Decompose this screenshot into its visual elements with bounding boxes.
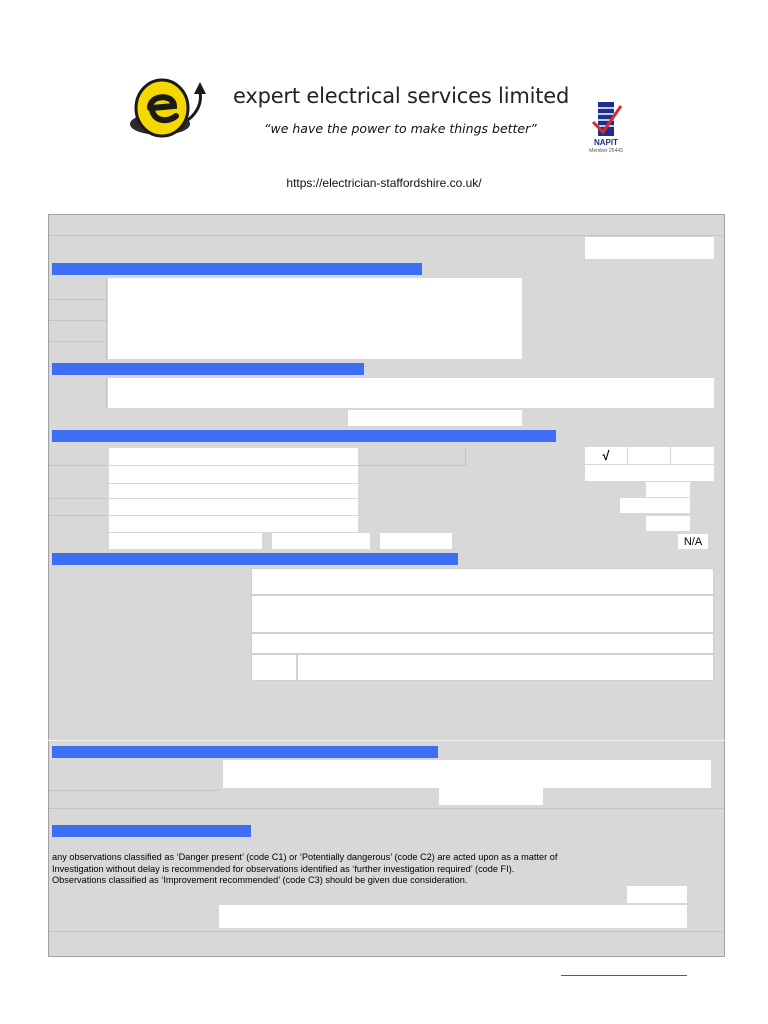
extent-field-2[interactable] — [109, 466, 358, 483]
alterations-field[interactable] — [620, 498, 690, 513]
check-cell-yes[interactable] — [585, 447, 627, 464]
observations-text — [52, 852, 672, 887]
label-column-divider — [106, 378, 107, 408]
extent-field-6[interactable] — [109, 533, 262, 549]
row-divider — [49, 299, 106, 300]
condition-field-1[interactable] — [251, 568, 714, 595]
postcode-field[interactable] — [348, 410, 522, 426]
date-field[interactable] — [272, 533, 370, 549]
next-inspection-field[interactable] — [627, 886, 687, 903]
observations-line-2: Investigation without delay is recommended for observations identified as ‘further investigation required’ (code FI). — [52, 863, 515, 874]
condition-code-field[interactable] — [251, 654, 297, 681]
row-divider — [49, 931, 724, 932]
check-mark: √ — [602, 448, 610, 463]
company-tagline: “we have the power to make things better” — [264, 121, 537, 136]
napit-label: NAPIT — [594, 138, 618, 147]
occupier-field[interactable] — [585, 465, 714, 481]
na-cell[interactable] — [678, 534, 708, 549]
condition-field-2[interactable] — [251, 595, 714, 633]
declaration-field[interactable] — [223, 760, 711, 788]
observations-line-3: Observations classified as ‘Improvement recommended’ (code C3) should be given due consideration. — [52, 875, 468, 885]
observations-line-1: any observations classified as ‘Danger present’ (code C1) or ‘Potentially dangerous’ (code C2) are acted upon as a matter of — [52, 852, 558, 862]
row-divider — [49, 515, 106, 516]
age-field[interactable] — [646, 482, 690, 497]
row-divider — [49, 498, 106, 499]
condition-field-4[interactable] — [297, 654, 714, 681]
section-bar-4 — [52, 553, 458, 565]
last-inspection-field[interactable] — [646, 516, 690, 531]
extent-field-1[interactable] — [109, 448, 358, 465]
installation-address-field[interactable] — [108, 378, 714, 408]
section-bar-1 — [52, 263, 422, 275]
na-label: N/A — [683, 535, 703, 548]
row-divider — [49, 790, 221, 791]
check-cell-na[interactable] — [671, 447, 714, 464]
section-bar-3 — [52, 430, 556, 442]
section-bar-2 — [52, 363, 364, 375]
section-bar-6 — [52, 825, 251, 837]
row-divider — [49, 235, 724, 236]
napit-member-number: Member 25443 — [589, 148, 623, 154]
website-url[interactable]: https://electrician-staffordshire.co.uk/ — [286, 176, 482, 190]
section-bar-5 — [52, 746, 438, 758]
report-number-field[interactable] — [585, 237, 714, 259]
column-divider — [465, 448, 466, 465]
client-details-field[interactable] — [108, 278, 522, 359]
page-break-line — [48, 740, 725, 741]
row-divider — [49, 320, 106, 321]
extent-field-5[interactable] — [109, 516, 358, 532]
company-name: expert electrical services limited — [233, 84, 570, 108]
company-logo-icon — [126, 72, 210, 138]
extent-field-4[interactable] — [109, 499, 358, 515]
signature-field[interactable] — [219, 905, 687, 928]
footer-link[interactable] — [561, 975, 687, 976]
records-field[interactable] — [380, 533, 452, 549]
extent-field-3[interactable] — [109, 484, 358, 498]
declaration-date-field[interactable] — [439, 788, 543, 805]
check-cell-no[interactable] — [628, 447, 670, 464]
row-divider — [49, 465, 106, 466]
label-column-divider — [106, 278, 107, 360]
row-divider — [49, 341, 106, 342]
row-divider — [358, 465, 466, 466]
row-divider — [49, 808, 724, 809]
condition-field-3[interactable] — [251, 633, 714, 654]
